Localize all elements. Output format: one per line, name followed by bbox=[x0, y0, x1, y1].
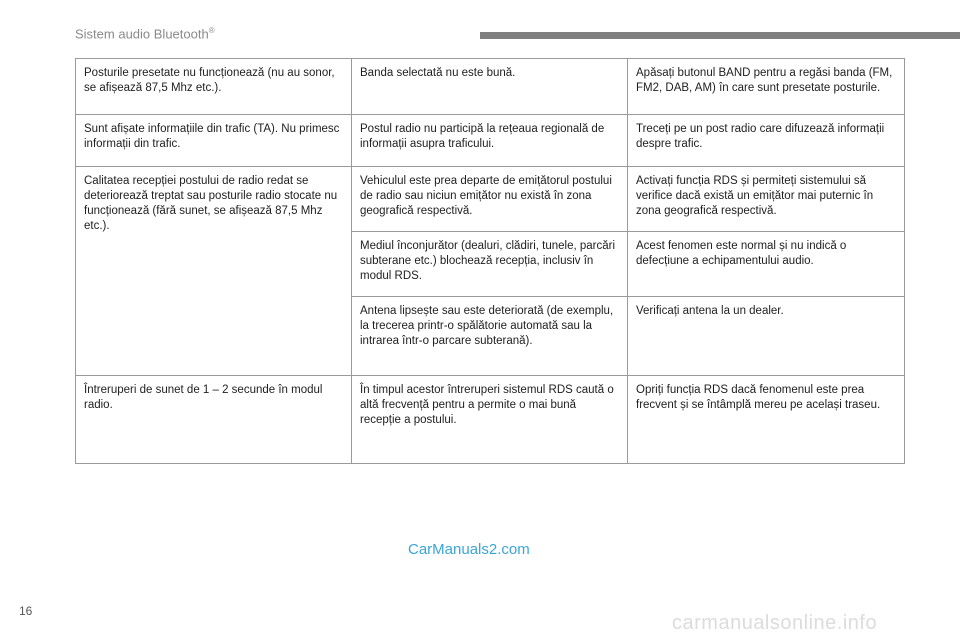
footer-watermark: carmanualsonline.info bbox=[672, 612, 878, 634]
problem-cell: Întreruperi de sunet de 1 – 2 secunde în modul radio. bbox=[76, 376, 352, 464]
cause-cell: Banda selectată nu este bună. bbox=[352, 59, 628, 115]
cause-cell: Mediul înconjurător (dealuri, clădiri, tunele, parcări subterane etc.) blochează recepția, inclusiv în modul RDS. bbox=[352, 232, 628, 297]
table-row bbox=[76, 59, 905, 115]
solution-cell: Treceți pe un post radio care difuzează informații despre trafic. bbox=[628, 115, 905, 167]
table-row bbox=[76, 167, 905, 232]
problem-cell: Sunt afișate informațiile din trafic (TA). Nu primesc informații din trafic. bbox=[76, 115, 352, 167]
watermark-link[interactable]: CarManuals2.com bbox=[408, 541, 530, 558]
solution-cell: Activați funcția RDS și permiteți sistemului să verifice dacă există un emițător mai puternic în zona geografică respectivă. bbox=[628, 167, 905, 232]
section-title-text: Sistem audio Bluetooth bbox=[75, 26, 209, 42]
solution-cell: Opriți funcția RDS dacă fenomenul este prea frecvent și se întâmplă mereu pe același traseu. bbox=[628, 376, 905, 464]
cause-cell: Antena lipsește sau este deteriorată (de exemplu, la trecerea printr-o spălătorie automată sau la intrarea într-o parcare subterană). bbox=[352, 297, 628, 376]
solution-cell: Apăsați butonul BAND pentru a regăsi banda (FM, FM2, DAB, AM) în care sunt presetate posturile. bbox=[628, 59, 905, 115]
registered-mark: ® bbox=[208, 26, 215, 35]
table-row bbox=[76, 115, 905, 167]
header-bar bbox=[480, 32, 960, 39]
cause-cell: În timpul acestor întreruperi sistemul RDS caută o altă frecvență pentru a permite o mai bună recepție a postului. bbox=[352, 376, 628, 464]
solution-cell: Acest fenomen este normal și nu indică o defecțiune a echipamentului audio. bbox=[628, 232, 905, 297]
section-title bbox=[75, 26, 215, 41]
cause-cell: Vehiculul este prea departe de emițătorul postului de radio sau niciun emițător nu există în zona geografică respectivă. bbox=[352, 167, 628, 232]
problem-cell: Calitatea recepției postului de radio redat se deteriorează treptat sau posturile radio stocate nu funcționează (fără sunet, se afișează 87,5 Mhz etc.). bbox=[76, 167, 352, 376]
problem-cell: Posturile presetate nu funcționează (nu au sonor, se afișează 87,5 Mhz etc.). bbox=[76, 59, 352, 115]
solution-cell: Verificați antena la un dealer. bbox=[628, 297, 905, 376]
table-row bbox=[76, 376, 905, 464]
cause-cell: Postul radio nu participă la rețeaua regională de informații asupra traficului. bbox=[352, 115, 628, 167]
page-number: 16 bbox=[19, 604, 33, 618]
troubleshooting-table bbox=[75, 58, 905, 464]
